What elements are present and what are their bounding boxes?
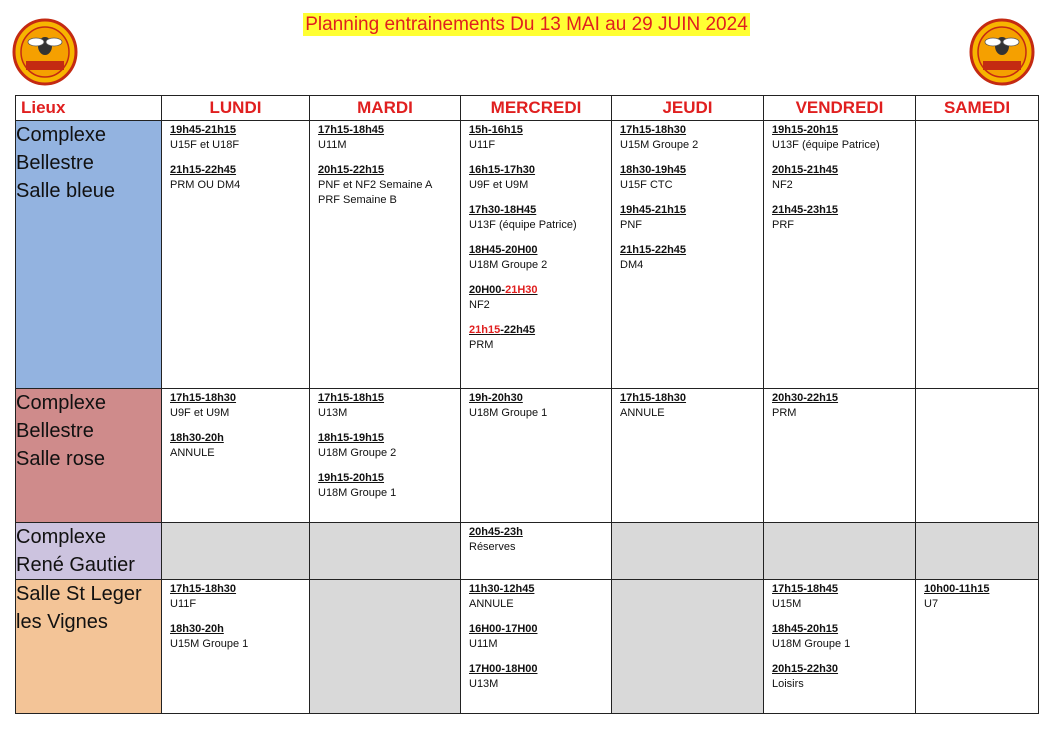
planning-row-gautier xyxy=(16,523,1039,580)
training-slot xyxy=(170,582,302,612)
header-lieux: Lieux xyxy=(16,96,162,121)
slot-time-part: 21h15 xyxy=(469,324,501,336)
slot-time: 20h15-22h30 xyxy=(772,663,839,675)
schedule-cell-mercredi xyxy=(461,523,612,580)
slot-time: 20h30-22h15 xyxy=(772,392,839,404)
schedule-cell-lundi xyxy=(162,389,310,523)
training-slot xyxy=(318,431,453,461)
slot-group: U15M Groupe 2 xyxy=(620,139,699,151)
header-day-mardi: MARDI xyxy=(310,96,461,121)
slot-group: U13M xyxy=(469,678,499,690)
training-slot xyxy=(318,163,453,208)
lieu-line: Complexe xyxy=(16,124,107,146)
schedule-cell-mardi xyxy=(310,389,461,523)
lieu-line: René Gautier xyxy=(16,554,135,576)
training-slot xyxy=(469,582,604,612)
slot-time: 17h15-18h15 xyxy=(318,392,385,404)
training-slot xyxy=(772,662,908,692)
schedule-cell-jeudi xyxy=(612,121,764,389)
training-slot xyxy=(170,123,302,153)
training-slot xyxy=(469,123,604,153)
slot-group: U13M xyxy=(318,407,348,419)
training-slot xyxy=(772,203,908,233)
slot-time: 17h15-18h30 xyxy=(170,583,237,595)
slot-group: ANNULE xyxy=(469,598,514,610)
slot-group: U18M Groupe 1 xyxy=(469,407,548,419)
slot-group: ANNULE xyxy=(170,447,215,459)
schedule-cell-lundi xyxy=(162,523,310,580)
slot-time: 15h-16h15 xyxy=(469,124,523,136)
page-title xyxy=(0,14,1053,36)
lieu-line: Salle St Leger xyxy=(16,583,142,605)
slot-time: 10h00-11h15 xyxy=(924,583,990,595)
slot-time: 19h15-20h15 xyxy=(772,124,839,136)
header-day-lundi: LUNDI xyxy=(162,96,310,121)
slot-time: 20h15-22h15 xyxy=(318,164,385,176)
training-slot xyxy=(620,123,756,153)
slot-group: U15F et U18F xyxy=(170,139,240,151)
slot-time: 17h15-18h45 xyxy=(772,583,839,595)
lieu-line: Salle rose xyxy=(16,448,105,470)
schedule-cell-mardi xyxy=(310,580,461,714)
slot-group: PRM xyxy=(772,407,797,419)
training-slot xyxy=(620,243,756,273)
training-slot xyxy=(469,391,604,421)
slot-group: NF2 xyxy=(469,299,490,311)
slot-group: U9F et U9M xyxy=(469,179,529,191)
training-slot xyxy=(469,622,604,652)
slot-group: PNF xyxy=(620,219,642,231)
schedule-cell-vendredi xyxy=(764,523,916,580)
training-slot xyxy=(772,391,908,421)
slot-group: U18M Groupe 1 xyxy=(772,638,851,650)
training-slot xyxy=(772,123,908,153)
slot-time: 21h15-22h45 xyxy=(170,164,237,176)
slot-time: 17h30-18H45 xyxy=(469,204,537,216)
lieu-cell xyxy=(16,523,162,580)
training-slot xyxy=(170,622,302,652)
slot-group: PRF xyxy=(772,219,794,231)
schedule-cell-vendredi xyxy=(764,121,916,389)
slot-group: U11M xyxy=(318,139,347,151)
header-row xyxy=(16,96,1039,121)
page-title-text: Planning entrainements Du 13 MAI au 29 JUIN 2024 xyxy=(305,14,748,35)
slot-time: 18h45-20h15 xyxy=(772,623,839,635)
slot-time: 17h15-18h45 xyxy=(318,124,385,136)
schedule-cell-jeudi xyxy=(612,389,764,523)
training-slot xyxy=(469,662,604,692)
schedule-cell-vendredi xyxy=(764,580,916,714)
slot-group: U13F (équipe Patrice) xyxy=(469,219,577,231)
training-slot xyxy=(469,323,604,353)
schedule-cell-lundi xyxy=(162,580,310,714)
slot-time: 18h30-19h45 xyxy=(620,164,687,176)
training-slot xyxy=(170,163,302,193)
slot-time: 21h45-23h15 xyxy=(772,204,839,216)
schedule-cell-mardi xyxy=(310,121,461,389)
slot-time-part: -22h45 xyxy=(500,324,536,336)
training-slot xyxy=(469,203,604,233)
slot-time: 19h45-21h15 xyxy=(170,124,237,136)
lieu-line: Bellestre xyxy=(16,420,94,442)
slot-time: 20h15-21h45 xyxy=(772,164,839,176)
slot-time: 21h15-22h45 xyxy=(620,244,687,256)
lieu-cell xyxy=(16,389,162,523)
training-slot xyxy=(318,391,453,421)
slot-group: DM4 xyxy=(620,259,644,271)
slot-time: 17h15-18h30 xyxy=(170,392,237,404)
schedule-cell-samedi xyxy=(916,523,1039,580)
slot-group: Réserves xyxy=(469,541,516,553)
lieu-line: les Vignes xyxy=(16,611,108,633)
slot-time xyxy=(469,283,604,298)
schedule-cell-mardi xyxy=(310,523,461,580)
header-day-jeudi: JEUDI xyxy=(612,96,764,121)
planning-row-rose xyxy=(16,389,1039,523)
slot-group: ANNULE xyxy=(620,407,665,419)
schedule-cell-samedi xyxy=(916,389,1039,523)
training-slot xyxy=(620,203,756,233)
slot-group: Loisirs xyxy=(772,678,804,690)
slot-group: PNF et NF2 Semaine A xyxy=(318,179,433,191)
training-slot xyxy=(620,163,756,193)
slot-group: U11F xyxy=(469,139,496,151)
slot-group: U7 xyxy=(924,598,939,610)
schedule-cell-vendredi xyxy=(764,389,916,523)
slot-time: 19h15-20h15 xyxy=(318,472,385,484)
slot-time: 19h45-21h15 xyxy=(620,204,687,216)
training-slot xyxy=(469,525,604,555)
training-slot xyxy=(772,582,908,612)
schedule-cell-samedi xyxy=(916,580,1039,714)
schedule-cell-lundi xyxy=(162,121,310,389)
slot-group: PRF Semaine B xyxy=(318,194,397,206)
slot-time: 16H00-17H00 xyxy=(469,623,538,635)
lieu-line: Complexe xyxy=(16,526,107,548)
slot-group: U11M xyxy=(469,638,498,650)
slot-time xyxy=(469,323,604,338)
schedule-cell-samedi xyxy=(916,121,1039,389)
slot-group: U15M xyxy=(772,598,802,610)
lieu-cell xyxy=(16,580,162,714)
slot-group: PRM OU DM4 xyxy=(170,179,241,191)
lieu-cell xyxy=(16,121,162,389)
slot-group: PRM xyxy=(469,339,494,351)
schedule-cell-mercredi xyxy=(461,580,612,714)
slot-time: 19h-20h30 xyxy=(469,392,523,404)
slot-time: 18h15-19h15 xyxy=(318,432,385,444)
slot-group: U18M Groupe 2 xyxy=(318,447,397,459)
training-slot xyxy=(469,283,604,313)
training-slot xyxy=(318,471,453,501)
planning-row-leger xyxy=(16,580,1039,714)
slot-group: U13F (équipe Patrice) xyxy=(772,139,880,151)
header-day-samedi: SAMEDI xyxy=(916,96,1039,121)
lieu-line: Bellestre xyxy=(16,152,94,174)
training-slot xyxy=(772,163,908,193)
schedule-cell-mercredi xyxy=(461,389,612,523)
training-slot xyxy=(170,391,302,421)
slot-time: 16h15-17h30 xyxy=(469,164,536,176)
slot-time: 17h15-18h30 xyxy=(620,392,687,404)
schedule-cell-jeudi xyxy=(612,523,764,580)
slot-time-part: 20H00- xyxy=(469,284,506,296)
slot-group: U15F CTC xyxy=(620,179,673,191)
header-day-vendredi: VENDREDI xyxy=(764,96,916,121)
slot-group: NF2 xyxy=(772,179,793,191)
slot-time: 20h45-23h xyxy=(469,526,523,538)
slot-time: 18h30-20h xyxy=(170,623,224,635)
slot-group: U18M Groupe 1 xyxy=(318,487,397,499)
slot-time: 18H45-20H00 xyxy=(469,244,538,256)
training-slot xyxy=(170,431,302,461)
header-day-mercredi: MERCREDI xyxy=(461,96,612,121)
slot-time: 17h15-18h30 xyxy=(620,124,687,136)
planning-row-bleue xyxy=(16,121,1039,389)
training-slot xyxy=(318,123,453,153)
training-slot xyxy=(620,391,756,421)
slot-time: 11h30-12h45 xyxy=(469,583,535,595)
training-slot xyxy=(469,163,604,193)
training-slot xyxy=(924,582,1031,612)
schedule-cell-jeudi xyxy=(612,580,764,714)
slot-time: 17H00-18H00 xyxy=(469,663,538,675)
slot-group: U9F et U9M xyxy=(170,407,230,419)
schedule-cell-mercredi xyxy=(461,121,612,389)
planning-table xyxy=(15,95,1039,714)
slot-group: U18M Groupe 2 xyxy=(469,259,548,271)
slot-group: U15M Groupe 1 xyxy=(170,638,249,650)
slot-time: 18h30-20h xyxy=(170,432,224,444)
slot-group: U11F xyxy=(170,598,197,610)
training-slot xyxy=(469,243,604,273)
training-slot xyxy=(772,622,908,652)
lieu-line: Complexe xyxy=(16,392,107,414)
lieu-line: Salle bleue xyxy=(16,180,115,202)
slot-time-part: 21H30 xyxy=(505,284,538,296)
